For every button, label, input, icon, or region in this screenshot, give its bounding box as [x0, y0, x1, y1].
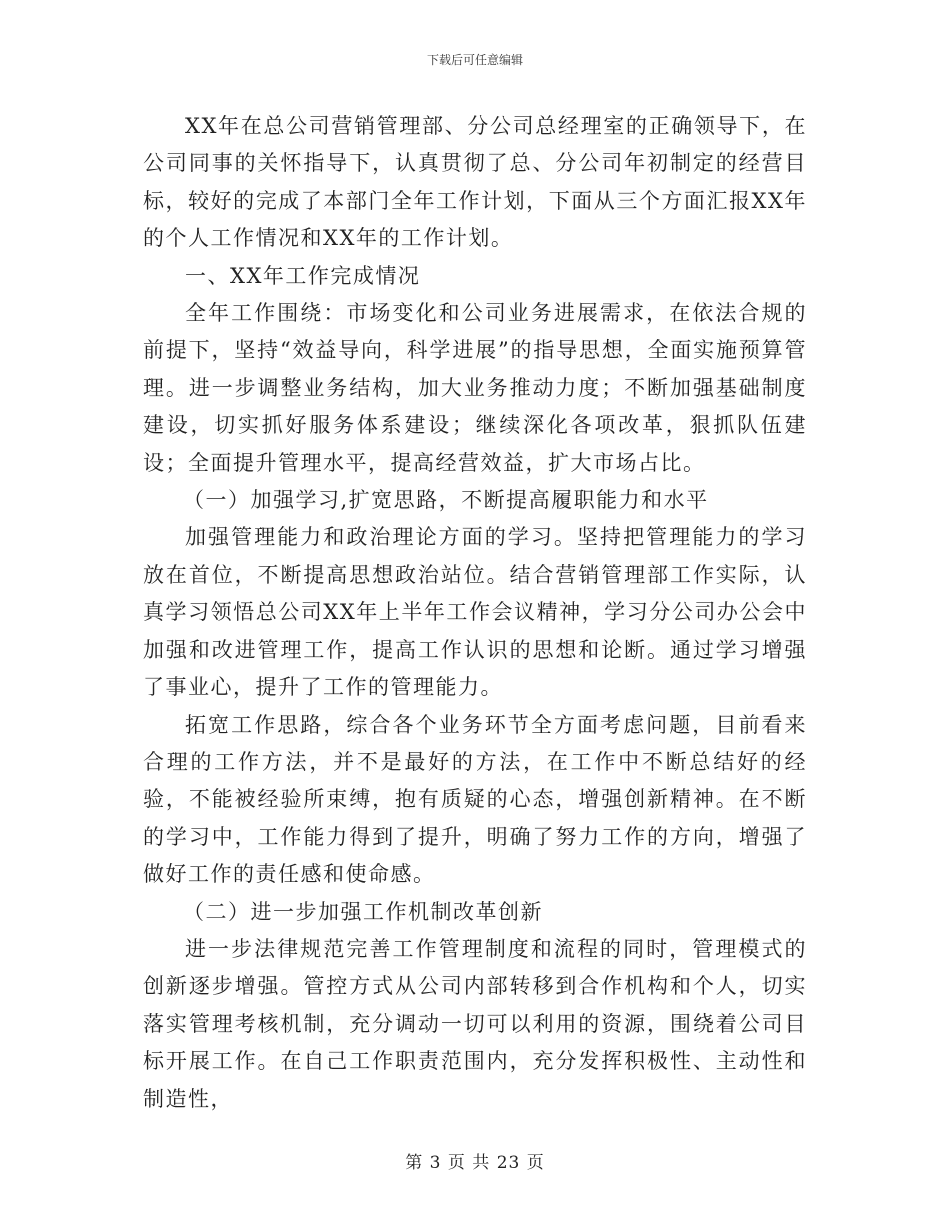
section-1-paragraph: 全年工作围绕：市场变化和公司业务进展需求，在依法合规的前提下，坚持“效益导向，科学进展”的指导思想，全面实施预算管理。进一步调整业务结构，加大业务推动力度；不断加强基础制度建设，切实抓好服务体系建设；继续深化各项改革，狠抓队伍建设；全面提升管理水平，提高经营效益，扩大市场占比。 [143, 301, 807, 475]
subsection-heading-1: （一）加强学习,扩宽思路，不断提高履职能力和水平 [183, 488, 709, 513]
subsection-1-paragraph-2: 拓宽工作思路，综合各个业务环节全方面考虑问题，目前看来合理的工作方法，并不是最好的方法，在工作中不断总结好的经验，不能被经验所束缚，抱有质疑的心态，增强创新精神。在不断的学习中，工作能力得到了提升，明确了努力工作的方向，增强了做好工作的责任感和使命感。 [143, 712, 807, 887]
intro-paragraph: XX年在总公司营销管理部、分公司总经理室的正确领导下，在公司同事的关怀指导下，认真贯彻了总、分公司年初制定的经营目标，较好的完成了本部门全年工作计划，下面从三个方面汇报XX年的个人工作情况和XX年的工作计划。 [143, 114, 807, 251]
footer-prefix: 第 [405, 1153, 424, 1173]
page-footer [0, 1152, 950, 1174]
subsection-heading-2: （二）进一步加强工作机制改革创新 [183, 899, 543, 924]
page-header: 下载后可任意编辑 [426, 53, 523, 67]
section-heading-1: 一、XX年工作完成情况 [185, 263, 421, 288]
footer-total-pages: 23 [496, 1153, 521, 1173]
footer-suffix: 页 [526, 1153, 545, 1173]
subsection-2-paragraph-1: 进一步法律规范完善工作管理制度和流程的同时，管理模式的创新逐步增强。管控方式从公司内部转移到合作机构和个人，切实落实管理考核机制，充分调动一切可以利用的资源，围绕着公司目标开展工作。在自己工作职责范围内，充分发挥积极性、主动性和制造性， [143, 936, 807, 1111]
subsection-1-paragraph-1: 加强管理能力和政治理论方面的学习。坚持把管理能力的学习放在首位，不断提高思想政治站位。结合营销管理部工作实际，认真学习领悟总公司XX年上半年工作会议精神，学习分公司办公会中加强和改进管理工作，提高工作认识的思想和论断。通过学习增强了事业心，提升了工作的管理能力。 [143, 525, 807, 700]
document-body [143, 108, 807, 1118]
footer-middle: 页 共 [447, 1153, 491, 1173]
footer-page-number: 3 [429, 1153, 442, 1173]
